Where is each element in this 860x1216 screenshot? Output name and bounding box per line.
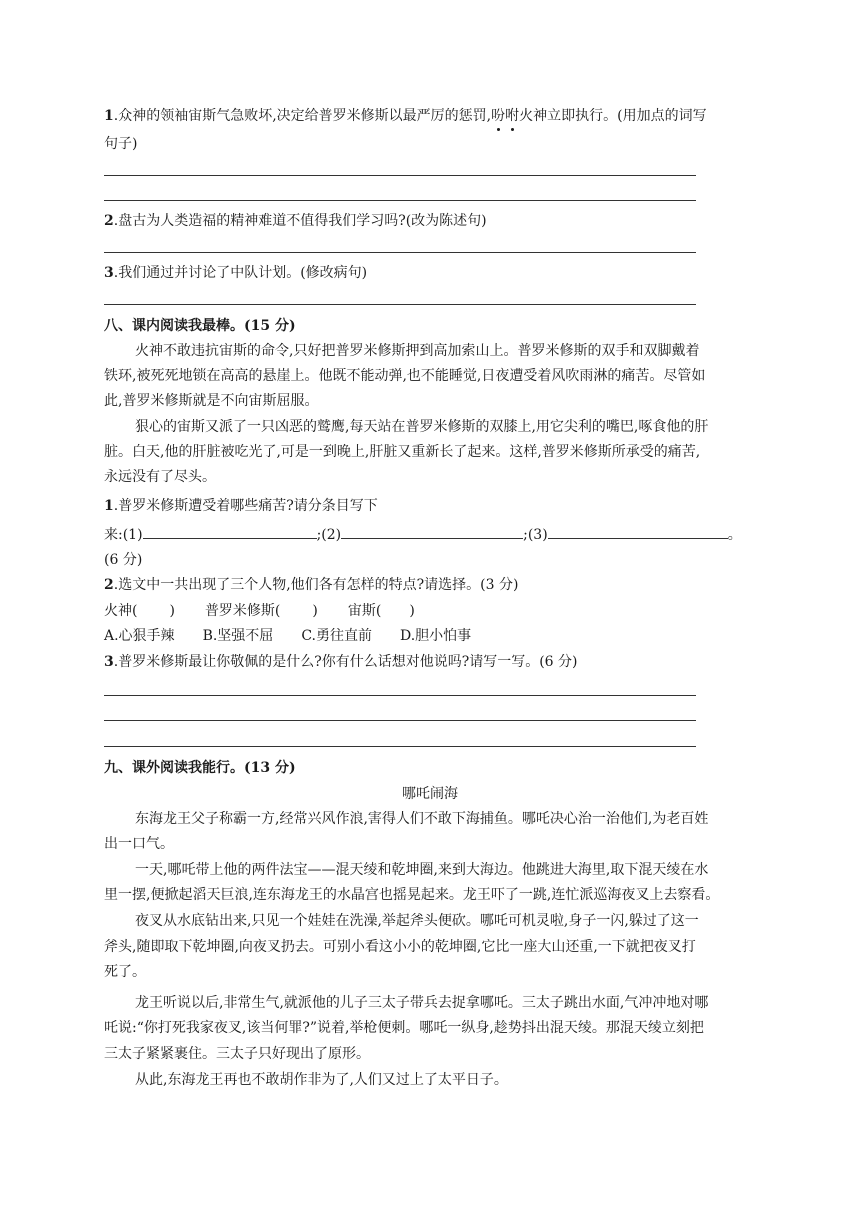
answer-line[interactable] <box>104 695 696 696</box>
paragraph-line: 从此,东海龙王再也不敢胡作非为了,人们又过上了太平日子。 <box>135 1072 508 1088</box>
paragraph-line: 东海龙王父子称霸一方,经常兴风作浪,害得人们不敢下海捕鱼。哪吒决心治一治他们,为老百姓 <box>135 811 709 827</box>
q7-2: 2.盘古为人类造福的精神难道不值得我们学习吗?(改为陈述句) <box>104 213 487 229</box>
paragraph-line: 脏。白天,他的肝脏被吃光了,可是一到晚上,肝脏又重新长了起来。这样,普罗米修斯所承受的痛苦, <box>104 444 701 460</box>
paragraph-line: 永远没有了尽头。 <box>104 469 216 485</box>
q8-2-characters: 火神( ) 普罗米修斯( ) 宙斯( ) <box>104 603 415 619</box>
answer-line[interactable] <box>104 746 696 747</box>
paragraph-line: 一天,哪吒带上他的两件法宝——混天绫和乾坤圈,来到大海边。他跳进大海里,取下混天绫在水 <box>135 862 709 878</box>
paragraph-line: 出一口气。 <box>104 836 174 852</box>
option-d: D.胆小怕事 <box>399 628 472 644</box>
q7-1-line1: 1.众神的领袖宙斯气急败坏,决定给普罗米修斯以最严厉的惩罚,吩咐火神立即执行。(用加点的词写 <box>104 108 707 124</box>
paragraph-line: 火神不敢违抗宙斯的命令,只好把普罗米修斯押到高加索山上。普罗米修斯的双手和双脚戴着 <box>135 343 700 359</box>
q8-3: 3.普罗米修斯最让你敬佩的是什么?你有什么话想对他说吗?请写一写。(6 分) <box>104 654 578 670</box>
q8-1: 1.普罗米修斯遭受着哪些痛苦?请分条目写下 <box>104 498 378 514</box>
paragraph-line: 铁环,被死死地锁在高高的悬崖上。他既不能动弹,也不能睡觉,日夜遭受着风吹雨淋的痛苦。尽管如 <box>104 368 706 384</box>
q7-1-line2: 句子) <box>104 136 138 152</box>
paragraph-line: 里一摆,便掀起滔天巨浪,连东海龙王的水晶宫也摇晃起来。龙王吓了一跳,连忙派巡海夜叉上去察看。 <box>104 887 720 903</box>
dotted-char: 吩 <box>491 108 506 124</box>
option-b: B.坚强不屈 <box>202 628 274 644</box>
q7-3: 3.我们通过并讨论了中队计划。(修改病句) <box>104 265 368 281</box>
answer-line[interactable] <box>104 304 696 305</box>
paragraph-line: 龙王听说以后,非常生气,就派他的儿子三太子带兵去捉拿哪吒。三太子跳出水面,气冲冲地对哪 <box>135 995 709 1011</box>
paragraph-line: 死了。 <box>104 964 146 980</box>
paragraph-line: 吒说:“你打死我家夜叉,该当何罪?”说着,举枪便刺。哪吒一纵身,趁势抖出混天绫。那混天绫立刻把 <box>104 1020 704 1036</box>
answer-line[interactable] <box>104 175 696 176</box>
section-9-heading: 九、课外阅读我能行。(13 分) <box>104 760 296 776</box>
answer-line[interactable] <box>104 720 696 721</box>
passage-title: 哪吒闹海 <box>402 786 458 802</box>
answer-blank-1[interactable] <box>143 524 317 539</box>
q8-1-score: (6 分) <box>104 552 143 568</box>
q8-2-options <box>104 626 471 646</box>
q8-1-blanks: 来:(1) ;(2) ;(3) 。 <box>104 524 742 545</box>
paragraph-line: 夜叉从水底钻出来,只见一个娃娃在洗澡,举起斧头便砍。哪吒可机灵啦,身子一闪,躲过了这一 <box>135 913 699 929</box>
answer-blank-3[interactable] <box>548 524 728 539</box>
q8-2: 2.选文中一共出现了三个人物,他们各有怎样的特点?请选择。(3 分) <box>104 577 519 593</box>
answer-line[interactable] <box>104 252 696 253</box>
paragraph-line: 此,普罗米修斯就是不向宙斯屈服。 <box>104 393 319 409</box>
answer-line[interactable] <box>104 200 696 201</box>
option-a: A.心狠手辣 <box>104 628 175 644</box>
option-c: C.勇往直前 <box>301 628 372 644</box>
paragraph-line: 狠心的宙斯又派了一只凶恶的鹫鹰,每天站在普罗米修斯的双膝上,用它尖利的嘴巴,啄食他的肝 <box>135 419 709 435</box>
section-8-heading: 八、课内阅读我最棒。(15 分) <box>104 318 296 334</box>
paragraph-line: 三太子紧紧裹住。三太子只好现出了原形。 <box>104 1046 370 1062</box>
paragraph-line: 斧头,随即取下乾坤圈,向夜叉扔去。可别小看这小小的乾坤圈,它比一座大山还重,一下就把夜叉打 <box>104 939 696 955</box>
answer-blank-2[interactable] <box>341 524 523 539</box>
dotted-char: 咐 <box>505 108 520 124</box>
